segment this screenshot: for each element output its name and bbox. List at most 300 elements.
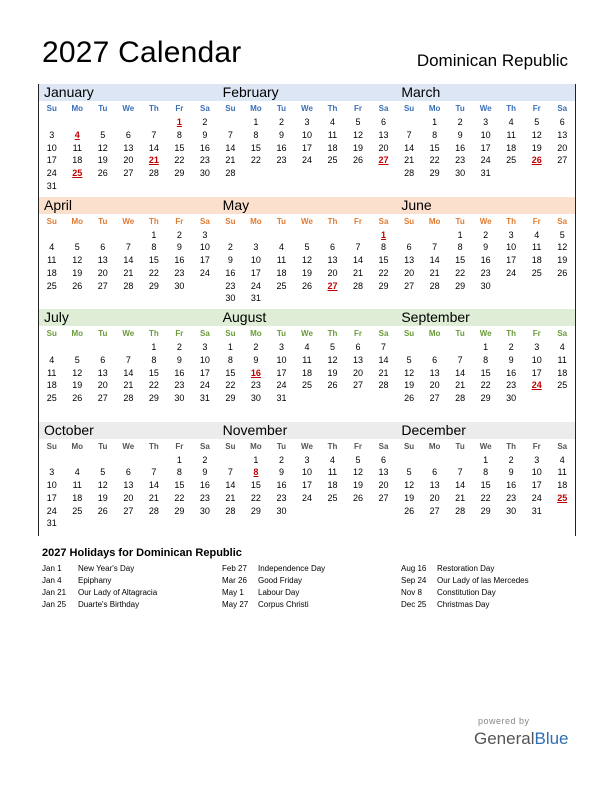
day: 1 xyxy=(176,454,182,465)
day: 5 xyxy=(355,454,361,465)
day: 6 xyxy=(125,467,131,478)
day: 24 xyxy=(199,267,210,278)
month-days xyxy=(39,327,218,405)
weekday-label: Fr xyxy=(354,441,363,451)
day: 24 xyxy=(46,505,57,516)
day: 18 xyxy=(72,155,83,166)
empty-cell xyxy=(345,229,371,242)
weekday-label: We xyxy=(122,329,135,338)
day: 13 xyxy=(429,480,440,491)
day: 4 xyxy=(74,467,80,478)
day: 31 xyxy=(46,180,57,191)
day: 6 xyxy=(381,454,387,465)
month-name: June xyxy=(396,197,575,214)
day: 22 xyxy=(225,380,236,391)
day: 11 xyxy=(327,467,338,478)
day: 7 xyxy=(151,467,157,478)
day: 30 xyxy=(506,393,517,404)
month-name: August xyxy=(218,309,397,326)
holidays-column xyxy=(401,563,529,611)
month-name: November xyxy=(218,422,397,439)
weekday-label: Mo xyxy=(71,329,84,338)
weekday-label: Su xyxy=(46,441,57,451)
weekday-label: We xyxy=(301,216,313,226)
day: 28 xyxy=(225,505,236,516)
weekday-label: Th xyxy=(506,329,517,338)
page-title: 2027 Calendar xyxy=(42,36,242,69)
weekday-label: Tu xyxy=(455,329,465,338)
day: 3 xyxy=(202,342,208,352)
holiday-date: Jan 21 xyxy=(42,588,67,597)
day: 17 xyxy=(301,480,312,491)
day: 5 xyxy=(304,242,310,253)
day: 24 xyxy=(46,168,57,179)
weekday-label: Fr xyxy=(532,441,541,451)
weekday-label: Su xyxy=(403,329,415,338)
day: 28 xyxy=(378,380,389,391)
day: 26 xyxy=(97,505,108,516)
day: 6 xyxy=(100,242,106,253)
day: 20 xyxy=(378,142,389,153)
day: 16 xyxy=(276,142,287,153)
day: 3 xyxy=(304,117,310,127)
day: 18 xyxy=(72,492,83,503)
empty-cell xyxy=(116,229,142,242)
day: 31 xyxy=(199,393,210,404)
holiday-date: Jan 25 xyxy=(42,600,67,609)
day: 20 xyxy=(404,267,415,278)
holiday-day: 25 xyxy=(72,168,83,179)
day: 14 xyxy=(455,367,466,378)
empty-cell xyxy=(141,116,167,129)
day: 9 xyxy=(508,354,514,365)
day: 14 xyxy=(148,142,159,153)
day: 5 xyxy=(74,242,80,253)
holiday-row xyxy=(42,563,157,575)
day: 23 xyxy=(199,155,210,166)
day: 13 xyxy=(378,467,389,478)
holiday-row xyxy=(222,587,325,599)
day: 19 xyxy=(531,142,542,153)
day: 23 xyxy=(276,492,287,503)
day: 29 xyxy=(455,280,466,291)
day: 23 xyxy=(506,380,517,391)
month-may xyxy=(218,197,397,310)
day: 10 xyxy=(506,242,517,253)
weekday-label: We xyxy=(479,216,492,226)
day: 13 xyxy=(378,129,389,140)
day: 11 xyxy=(506,129,516,140)
empty-cell xyxy=(218,116,244,129)
day: 20 xyxy=(557,142,568,153)
holiday-day: 24 xyxy=(531,380,542,391)
holiday-day: 1 xyxy=(176,117,182,127)
day: 9 xyxy=(457,129,463,140)
weekday-label: Th xyxy=(327,104,338,113)
weekday-label: Sa xyxy=(557,104,568,113)
day: 13 xyxy=(327,255,338,266)
holiday-date: Aug 16 xyxy=(401,564,427,573)
empty-cell xyxy=(90,341,116,354)
day: 14 xyxy=(353,255,364,266)
month-name: April xyxy=(39,197,218,214)
day: 1 xyxy=(457,229,463,240)
empty-cell xyxy=(447,341,473,354)
day: 7 xyxy=(406,129,412,140)
weekday-label: Sa xyxy=(199,329,210,338)
holidays-column xyxy=(222,563,325,611)
day: 24 xyxy=(199,380,210,391)
day: 27 xyxy=(429,393,440,404)
day: 15 xyxy=(429,142,440,153)
weekday-label: Mo xyxy=(250,216,262,226)
day: 30 xyxy=(225,293,236,304)
day: 11 xyxy=(557,467,567,478)
weekday-label: We xyxy=(122,216,135,226)
day: 26 xyxy=(72,280,83,291)
day: 2 xyxy=(227,242,233,253)
day: 3 xyxy=(202,229,208,240)
weekday-label: Su xyxy=(46,216,57,226)
holiday-day: 21 xyxy=(148,155,159,166)
holiday-name: Constitution Day xyxy=(437,588,496,597)
day: 23 xyxy=(506,492,517,503)
day: 17 xyxy=(276,367,287,378)
weekday-label: Mo xyxy=(428,329,441,338)
day: 22 xyxy=(250,155,261,166)
day: 23 xyxy=(276,155,287,166)
day: 8 xyxy=(432,129,438,140)
day: 5 xyxy=(329,342,335,352)
holiday-row xyxy=(401,599,529,611)
day: 25 xyxy=(46,280,57,291)
day: 10 xyxy=(301,467,312,478)
day: 13 xyxy=(123,480,134,491)
holiday-name: Duarte's Birthday xyxy=(78,600,140,609)
weekday-label: Sa xyxy=(557,441,568,451)
weekday-label: We xyxy=(479,329,492,338)
month-name: December xyxy=(396,422,575,439)
empty-cell xyxy=(269,229,295,242)
day: 8 xyxy=(176,467,182,478)
day: 8 xyxy=(457,242,463,253)
day: 19 xyxy=(327,367,338,378)
day: 2 xyxy=(278,117,284,127)
day: 21 xyxy=(404,155,415,166)
weekday-label: Th xyxy=(148,104,159,113)
day: 26 xyxy=(404,393,415,404)
day: 18 xyxy=(46,380,57,391)
day: 26 xyxy=(353,492,364,503)
day: 25 xyxy=(301,380,312,391)
empty-cell xyxy=(396,454,422,467)
day: 7 xyxy=(381,342,387,352)
day: 2 xyxy=(202,454,208,465)
empty-cell xyxy=(320,229,346,242)
day: 5 xyxy=(355,117,361,127)
day: 4 xyxy=(49,242,55,253)
weekday-label: Sa xyxy=(378,104,389,113)
day: 3 xyxy=(534,342,540,352)
empty-cell xyxy=(116,454,142,467)
month-september xyxy=(396,309,575,422)
weekday-label: We xyxy=(301,441,313,451)
day: 18 xyxy=(301,367,312,378)
day: 21 xyxy=(225,492,236,503)
month-name: September xyxy=(396,309,575,326)
weekday-label: Th xyxy=(327,329,338,338)
day: 17 xyxy=(531,367,542,378)
day: 25 xyxy=(327,155,338,166)
day: 8 xyxy=(483,467,489,478)
day: 28 xyxy=(123,280,134,291)
day: 17 xyxy=(531,480,542,491)
day: 20 xyxy=(353,367,364,378)
holiday-date: Jan 1 xyxy=(42,564,62,573)
day: 13 xyxy=(557,129,568,140)
month-april xyxy=(39,197,218,310)
day: 23 xyxy=(174,380,185,391)
day: 2 xyxy=(457,117,463,127)
day: 26 xyxy=(97,168,108,179)
day: 22 xyxy=(148,267,159,278)
weekday-label: Tu xyxy=(276,329,287,338)
day: 21 xyxy=(123,380,134,391)
day: 1 xyxy=(253,117,259,127)
day: 12 xyxy=(531,129,542,140)
day: 27 xyxy=(353,380,364,391)
day: 5 xyxy=(534,117,540,127)
weekday-label: We xyxy=(301,329,313,338)
weekday-label: Fr xyxy=(175,216,184,226)
day: 17 xyxy=(506,255,517,266)
day: 30 xyxy=(250,393,261,404)
month-days xyxy=(39,440,218,531)
weekday-label: Mo xyxy=(71,216,84,226)
day: 12 xyxy=(404,480,415,491)
day: 29 xyxy=(148,280,159,291)
day: 25 xyxy=(531,267,542,278)
day: 10 xyxy=(480,129,491,140)
day: 9 xyxy=(202,467,208,478)
day: 10 xyxy=(199,354,210,365)
day: 15 xyxy=(174,142,185,153)
day: 14 xyxy=(123,367,134,378)
day: 28 xyxy=(353,280,364,291)
day: 22 xyxy=(174,155,185,166)
day: 26 xyxy=(327,380,338,391)
day: 22 xyxy=(429,155,440,166)
empty-cell xyxy=(39,341,65,354)
day: 5 xyxy=(74,354,80,365)
month-days xyxy=(396,440,575,518)
day: 4 xyxy=(49,354,55,365)
month-days xyxy=(39,102,218,193)
day: 8 xyxy=(381,242,387,253)
day: 17 xyxy=(46,155,57,166)
weekday-label: Tu xyxy=(455,441,465,451)
holiday-day: 27 xyxy=(378,155,389,166)
day: 24 xyxy=(480,155,491,166)
day: 5 xyxy=(406,354,412,365)
weekday-label: Fr xyxy=(532,329,541,338)
day: 1 xyxy=(227,342,233,352)
day: 15 xyxy=(148,367,159,378)
day: 2 xyxy=(278,454,284,465)
weekday-label: Su xyxy=(46,104,57,113)
empty-cell xyxy=(422,341,448,354)
weekday-label: Tu xyxy=(98,441,108,451)
day: 8 xyxy=(151,242,157,253)
day: 29 xyxy=(174,505,185,516)
brand-general: General xyxy=(474,729,535,748)
day: 9 xyxy=(202,129,208,140)
day: 18 xyxy=(327,480,338,491)
day: 3 xyxy=(49,129,55,140)
day: 19 xyxy=(353,142,364,153)
day: 27 xyxy=(123,505,134,516)
day: 16 xyxy=(480,255,491,266)
holiday-row xyxy=(401,563,529,575)
day: 10 xyxy=(531,467,542,478)
weekday-label: Tu xyxy=(455,104,465,113)
day: 30 xyxy=(174,393,185,404)
empty-cell xyxy=(294,229,320,242)
day: 19 xyxy=(353,480,364,491)
day: 6 xyxy=(100,354,106,365)
holiday-name: Epiphany xyxy=(78,576,112,585)
day: 29 xyxy=(250,505,261,516)
weekday-label: Th xyxy=(148,329,159,338)
month-days xyxy=(218,440,397,518)
holiday-day: 1 xyxy=(381,229,387,240)
weekday-label: Sa xyxy=(199,104,210,113)
holiday-row xyxy=(222,563,325,575)
day: 30 xyxy=(480,280,491,291)
day: 8 xyxy=(483,354,489,365)
day: 20 xyxy=(123,155,134,166)
weekday-label: Tu xyxy=(276,441,287,451)
day: 27 xyxy=(557,155,568,166)
weekday-label: Mo xyxy=(428,104,441,113)
day: 3 xyxy=(483,117,489,127)
day: 22 xyxy=(174,492,185,503)
weekday-label: Fr xyxy=(532,104,541,113)
weekday-label: Su xyxy=(225,216,236,226)
weekday-label: We xyxy=(122,104,135,113)
holiday-date: May 1 xyxy=(222,588,244,597)
day: 3 xyxy=(304,454,310,465)
weekday-label: Fr xyxy=(175,329,184,338)
day: 18 xyxy=(276,267,287,278)
weekday-label: Sa xyxy=(378,329,389,338)
day: 16 xyxy=(174,367,185,378)
empty-cell xyxy=(243,229,269,242)
day: 14 xyxy=(148,480,159,491)
day: 19 xyxy=(72,267,83,278)
day: 6 xyxy=(355,342,361,352)
day: 11 xyxy=(72,480,82,491)
month-name: January xyxy=(39,84,218,101)
weekday-label: We xyxy=(301,104,313,113)
day: 24 xyxy=(301,492,312,503)
day: 12 xyxy=(72,367,83,378)
day: 12 xyxy=(353,467,364,478)
day: 20 xyxy=(327,267,338,278)
day: 20 xyxy=(429,380,440,391)
empty-cell xyxy=(396,116,422,129)
day: 5 xyxy=(406,467,412,478)
day: 6 xyxy=(432,467,438,478)
day: 28 xyxy=(455,393,466,404)
day: 17 xyxy=(250,267,261,278)
day: 14 xyxy=(429,255,440,266)
day: 7 xyxy=(227,467,233,478)
day: 23 xyxy=(174,267,185,278)
day: 21 xyxy=(378,367,389,378)
holiday-day: 27 xyxy=(327,280,338,291)
weekday-label: Su xyxy=(225,104,236,113)
empty-cell xyxy=(90,454,116,467)
brand-blue: Blue xyxy=(534,729,569,748)
month-name: February xyxy=(218,84,397,101)
day: 15 xyxy=(225,367,236,378)
day: 4 xyxy=(278,242,284,253)
empty-cell xyxy=(65,229,91,242)
day: 20 xyxy=(429,492,440,503)
day: 31 xyxy=(276,393,287,404)
month-december xyxy=(396,422,575,535)
weekday-label: Th xyxy=(506,441,517,451)
day: 28 xyxy=(404,168,415,179)
day: 28 xyxy=(123,393,134,404)
day: 10 xyxy=(276,354,287,365)
day: 30 xyxy=(276,505,287,516)
day: 3 xyxy=(278,342,284,352)
day: 2 xyxy=(202,117,208,127)
holiday-date: May 27 xyxy=(222,600,249,609)
day: 24 xyxy=(276,380,287,391)
day: 12 xyxy=(353,129,364,140)
weekday-label: We xyxy=(479,104,492,113)
day: 4 xyxy=(304,342,310,352)
holiday-row xyxy=(222,599,325,611)
weekday-label: Sa xyxy=(557,216,568,226)
day: 17 xyxy=(199,255,210,266)
month-days xyxy=(396,102,575,180)
weekday-label: Sa xyxy=(199,216,210,226)
weekday-label: Sa xyxy=(378,441,389,451)
day: 19 xyxy=(97,492,108,503)
day: 15 xyxy=(455,255,466,266)
holiday-name: Corpus Christi xyxy=(258,600,309,609)
holiday-date: Mar 26 xyxy=(222,576,247,585)
day: 26 xyxy=(404,505,415,516)
day: 20 xyxy=(123,492,134,503)
day: 18 xyxy=(531,255,542,266)
day: 11 xyxy=(276,255,287,266)
weekday-label: Fr xyxy=(354,104,363,113)
day: 9 xyxy=(278,467,284,478)
day: 23 xyxy=(199,492,210,503)
day: 5 xyxy=(100,467,106,478)
day: 11 xyxy=(557,354,567,365)
day: 11 xyxy=(302,354,312,365)
day: 3 xyxy=(534,454,540,465)
day: 31 xyxy=(46,518,57,529)
holidays-title: 2027 Holidays for Dominican Republic xyxy=(42,547,242,559)
empty-cell xyxy=(65,454,91,467)
